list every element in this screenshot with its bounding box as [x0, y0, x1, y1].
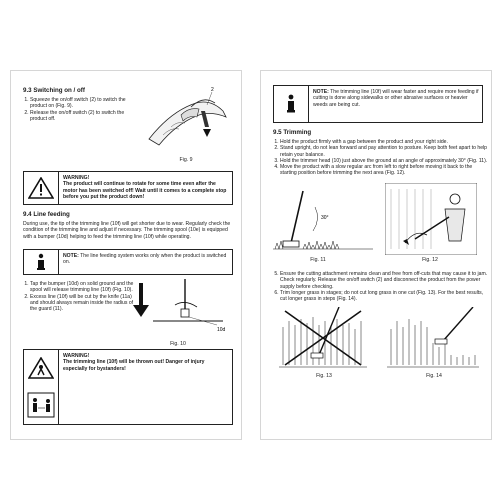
list-item: 2. Stand upright, do not lean forward and pay attention to posture. Keep both feet apart to help retain your balance.: [280, 145, 488, 158]
fig9-caption: Fig. 9: [179, 157, 193, 163]
line-feeding-steps: [21, 281, 140, 312]
fig9-illustration: [141, 81, 236, 151]
note-box-line-feeding: [23, 249, 233, 275]
warning-box-line-thrown: [23, 349, 233, 425]
info-icon: [274, 86, 309, 122]
fig14-caption: Fig. 14: [426, 373, 442, 379]
fig10-caption: Fig. 10: [170, 341, 186, 347]
list-item: 1. Hold the product firmly with a gap between the product and your right side.: [280, 139, 488, 145]
note-title: NOTE:: [313, 89, 329, 95]
trimming-steps-continued: [271, 271, 488, 302]
warning-text: The product will continue to rotate for some time even after the motor has been switched off! Wait until it comes to a complete stop before you put the product down!: [63, 181, 227, 200]
note-title: NOTE:: [63, 253, 79, 259]
list-item: 3. Hold the trimmer head (10) just above the ground at an angle of approximately 30° (Fig. 11).: [280, 158, 488, 164]
section-9-4-title: 9.4 Line feeding: [23, 211, 70, 218]
warning-triangle-icon: [24, 172, 59, 204]
safety-distance-icon: [24, 350, 59, 424]
fig13-caption: Fig. 13: [316, 373, 332, 379]
left-page: [10, 70, 242, 440]
list-item: 2. Excess line (10f) will be cut by the knife (11a) and should always remain inside the radius of the guard (11).: [30, 294, 140, 313]
note-text: The trimming line (10f) will wear faster and require more feeding if cutting is done along sidewalks or other abrasive surfaces or heavier weeds are being cut.: [313, 89, 479, 108]
list-item: 4. Move the product with a slow regular arc from left to right before moving it back to the starting position before trimming the next area (Fig. 12).: [280, 164, 488, 177]
warning-box-rotation: [23, 171, 233, 205]
list-item: 5. Ensure the cutting attachment remains clean and free from off-cuts that may cause it to jam. Check regularly. Release the on/off switch (2) and disconnect the product from the power supply before checking.: [280, 271, 488, 290]
section-9-5-title: 9.5 Trimming: [273, 129, 312, 136]
warning-title: WARNING!: [63, 353, 90, 359]
fig12-caption: Fig. 12: [422, 257, 438, 263]
fig11-illustration: [273, 189, 373, 253]
list-item: 1. Tap the bumper (10d) on solid ground and the spool will release trimming line (10f) (Fig. 10).: [30, 281, 140, 294]
switching-steps: [21, 97, 142, 122]
section-9-3-title: 9.3 Switching on / off: [23, 87, 85, 94]
list-item: 2. Release the on/off switch (2) to switch the product off.: [30, 110, 142, 123]
trimming-steps: [271, 139, 488, 177]
warning-triangle-icon: [28, 357, 54, 379]
fig10-illustration: [133, 279, 233, 341]
note-text: The line feeding system works only when the product is switched on.: [63, 253, 227, 266]
fig11-angle-label: 30°: [321, 215, 329, 221]
info-icon: [24, 250, 59, 274]
fig12-illustration: [385, 183, 477, 255]
warning-text: The trimming line (10f) will be thrown out! Danger of injury especially for bystanders!: [63, 359, 205, 372]
fig13-illustration: [279, 307, 367, 369]
fig9-label: 2: [211, 87, 214, 93]
note-box-line-wear: [273, 85, 483, 123]
bystander-icon: [27, 392, 55, 418]
list-item: 6. Trim longer grass in stages; do not cut long grass in one cut (Fig. 13). For the best results, cut longer grass in steps (Fig. 14).: [280, 290, 488, 303]
fig11-caption: Fig. 11: [310, 257, 326, 263]
line-feeding-paragraph: During use, the tip of the trimming line (10f) will get shorter due to wear. Regularly check the condition of the trimming line and adjust if necessary. The trimming spool (10e) is equipped with a bumper (10d) helping to feed the trimming line (10f) while operating.: [23, 221, 231, 240]
list-item: 1. Squeeze the on/off switch (2) to switch the product on (Fig. 9).: [30, 97, 142, 110]
right-page: [260, 70, 492, 440]
warning-title: WARNING!: [63, 175, 90, 181]
fig10-label: 10d: [217, 327, 226, 333]
fig14-illustration: [387, 307, 479, 369]
